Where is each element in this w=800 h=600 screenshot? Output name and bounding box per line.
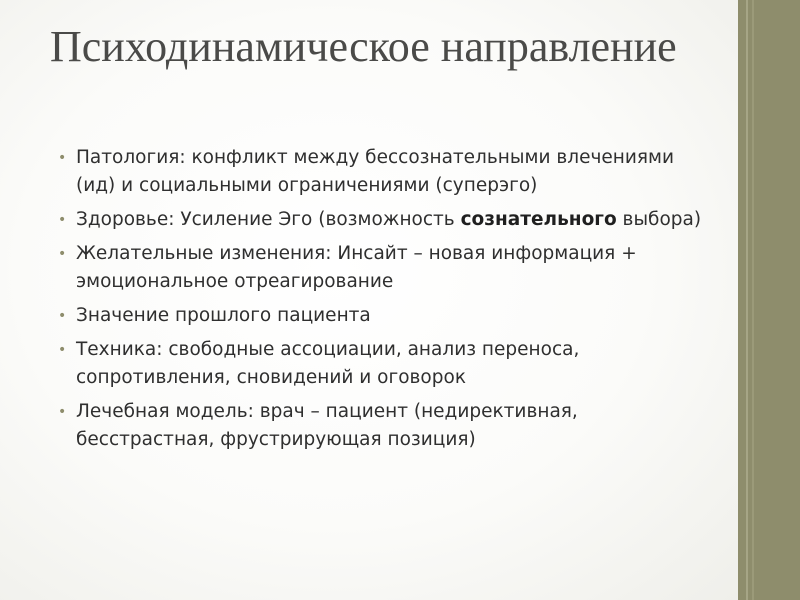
bullet-item-health [58, 206, 718, 234]
side-decorative-band [738, 0, 800, 600]
bullet-text-bold: сознательного [460, 209, 617, 230]
bullet-marker: • [58, 308, 67, 324]
bullet-marker: • [58, 150, 67, 166]
bullet-item-past [58, 302, 718, 330]
bullet-text: Желательные изменения: Инсайт – новая информация + эмоциональное отреагирование [76, 243, 637, 292]
bullet-item-pathology [58, 144, 718, 200]
bullet-list [58, 144, 718, 460]
bullet-item-treatment-model [58, 398, 718, 454]
bullet-item-desired-changes [58, 240, 718, 296]
bullet-text: Значение прошлого пациента [76, 305, 371, 326]
bullet-text: Лечебная модель: врач – пациент (недирективная, бесстрастная, фрустрирующая позиция) [76, 401, 578, 450]
bullet-text: Патология: конфликт между бессознательными влечениями (ид) и социальными ограничениями (суперэго) [76, 147, 674, 196]
bullet-marker: • [58, 404, 67, 420]
side-accent-line [746, 0, 748, 600]
slide-title: Психодинамическое направление [50, 22, 677, 71]
bullet-marker: • [58, 342, 67, 358]
bullet-text-after: выбора) [616, 209, 702, 230]
bullet-item-technique [58, 336, 718, 392]
bullet-marker: • [58, 246, 67, 262]
bullet-text: Техника: свободные ассоциации, анализ переноса, сопротивления, сновидений и оговорок [76, 339, 580, 388]
bullet-marker: • [58, 212, 67, 228]
side-accent-line [752, 0, 754, 600]
bullet-text-before: Здоровье: Усиление Эго (возможность [76, 209, 461, 230]
